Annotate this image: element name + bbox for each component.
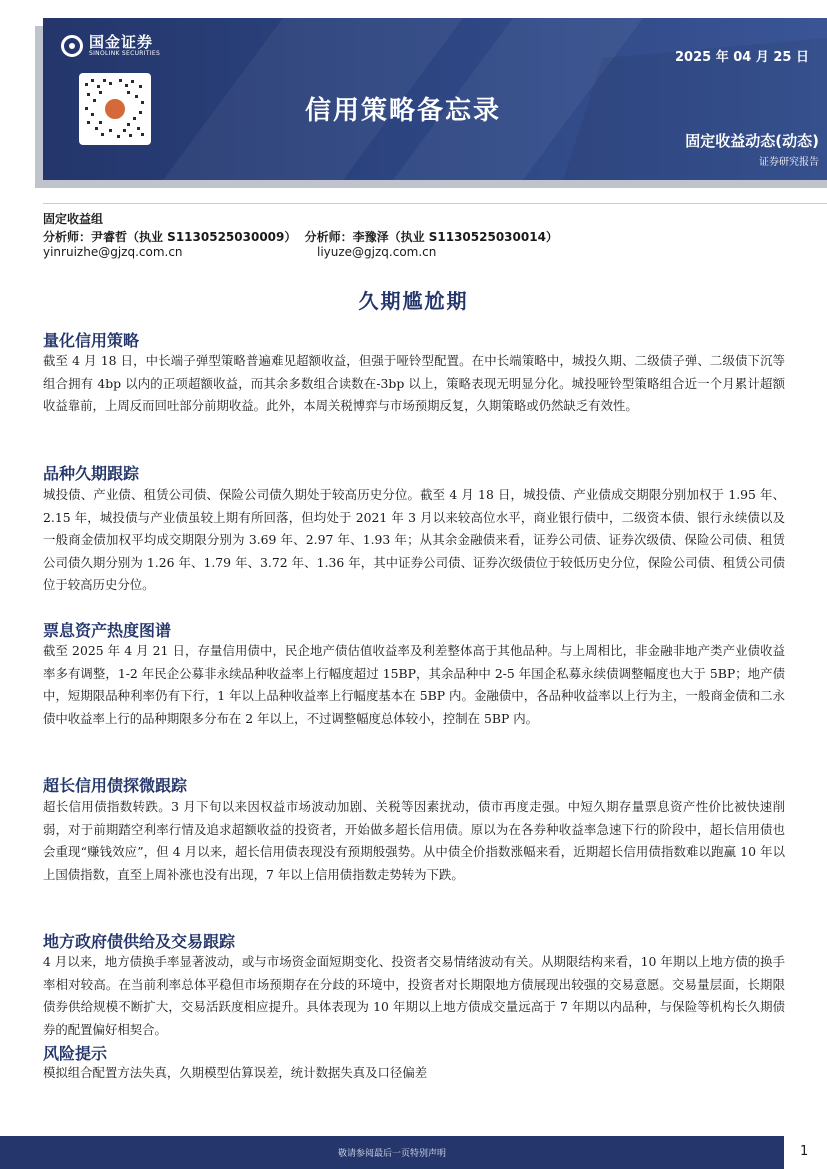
section-title-ultra-long-credit: 超长信用债探微跟踪 (43, 776, 188, 795)
section-body-duration-tracking: 城投债、产业债、租赁公司债、保险公司债久期处于较高历史分位。截至 4 月 18 日，城投债、产业债成交期限分别加权于 1.95 年、2.15 年，城投债与产业债虽较上期有所回落，但均处于 2021 年 3 月以来较高位水平，商业银行债中，二级资本债、银行永续债以及一般商金债加权平均成交期限分别为 3.69 年、2.97 年、1.93 年；从其余金融债来看，证券公司债、证券次级债、保险公司债、租赁公司债久期分别为 1.26 年、1.79 年、3.72 年、1.36 年，其中证券公司债、证券次级债位于较低历史分位，保险公司债、租赁公司债位于较高历史分位。 (43, 487, 785, 593)
analyst-1-email: yinruizhe@gjzq.com.cn (43, 245, 183, 259)
logo-name-cn: 国金证券 (89, 33, 154, 51)
section-body-quant-strategy: 截至 4 月 18 日，中长端子弹型策略普遍难见超额收益，但强于哑铃型配置。在中长端策略中，城投久期、二级债子弹、二级债下沉等组合拥有 4bp 以内的正项超额收益，而其余多数组合读数在-3bp 以上，策略表现无明显分化。城投哑铃型策略组合近一个月累计超额收益靠前，上周反而回吐部分前期收益。此外，本周关税博弈与市场预期反复，久期策略或仍然缺乏有效性。 (43, 353, 785, 414)
section-title-duration-tracking: 品种久期跟踪 (43, 464, 140, 483)
disclaimer-note: 敬请参阅最后一页特别声明 (337, 1149, 446, 1159)
page-number: 1 (800, 1144, 809, 1159)
section-body-local-gov-bonds: 4 月以来，地方债换手率显著波动，或与市场资金面短期变化、投资者交易情绪波动有关。从期限结构来看，10 年期以上地方债的换手率相对较高。在当前利率总体平稳但市场预期存在分歧的环境中，投资者对长期限地方债展现出较强的交易意愿。交易量层面，长期限债券供给规模不断扩大，交易活跃度相应提升。具体表现为 10 年期以上地方债成交量远高于 7 年期以内品种，与保险等机构长久期债券的配置偏好相契合。 (43, 954, 785, 1037)
report-series-title: 信用策略备忘录 (305, 96, 502, 126)
analyst-line (43, 228, 562, 245)
email-line (43, 245, 603, 259)
analyst-1: 分析师：尹睿哲（执业 S1130525030009） (43, 230, 297, 244)
report-banner (43, 18, 827, 180)
section-body-risk-warning: 模拟组合配置方法失真，久期模型估算误差，统计数据失真及口径偏差 (43, 1065, 428, 1080)
section-title-risk-warning: 风险提示 (43, 1044, 108, 1063)
section-title-quant-strategy: 量化信用策略 (43, 331, 140, 350)
report-category: 证券研究报告 (759, 157, 819, 168)
analyst-2-email: liyuze@gjzq.com.cn (317, 245, 437, 259)
qr-center-logo (103, 97, 127, 121)
logo-name-en: SINOLINK SECURITIES (89, 50, 161, 57)
page-footer (0, 1136, 827, 1169)
qr-code-icon (79, 73, 151, 145)
section-title-coupon-heatmap: 票息资产热度图谱 (43, 621, 172, 640)
team-name: 固定收益组 (43, 212, 104, 226)
section-title-local-gov-bonds: 地方政府债供给及交易跟踪 (43, 932, 236, 951)
section-body-coupon-heatmap: 截至 2025 年 4 月 21 日，存量信用债中，民企地产债估值收益率及利差整体高于其他品种。与上周相比，非金融非地产类产业债收益率多有调整，1-2 年民企公募非永续品种收益率上行幅度超过 15BP，其余品种中 2-5 年国企私募永续债调整幅度也大于 5BP；地产债中，短期限品种利率仍有下行，1 年以上品种收益率上行幅度基本在 5BP 内。金融债中，各品种收益率以上行为主，一般商金债和二永债中收益率上行的品种期限多分布在 2 年以上，不过调整幅度总体较小，控制在 5BP 内。 (43, 643, 785, 726)
divider (43, 203, 827, 204)
report-date: 2025 年 04 月 25 日 (675, 50, 809, 65)
article-title: 久期尴尬期 (358, 289, 469, 313)
footer-bar (0, 1136, 784, 1169)
analyst-2: 分析师：李豫泽（执业 S1130525030014） (304, 230, 558, 244)
report-type: 固定收益动态(动态) (685, 132, 819, 150)
section-body-ultra-long-credit: 超长信用债指数转跌。3 月下旬以来因权益市场波动加剧、关税等因素扰动，债市再度走强。中短久期存量票息资产性价比被快速削弱，对于前期踏空利率行情及追求超额收益的投资者，开始做多超长信用债。原以为在各券种收益率急速下行的阶段中，超长信用债也会重现“赚钱效应”，但 4 月以来，超长信用债表现没有预期般强势。从中债全价指数涨幅来看，近期超长信用债指数难以跑赢 10 年以上国债指数，直至上周补涨也没有出现，7 年以上信用债指数走势转为下跌。 (43, 799, 785, 882)
company-logo (61, 34, 160, 58)
logo-mark-icon (61, 35, 83, 57)
